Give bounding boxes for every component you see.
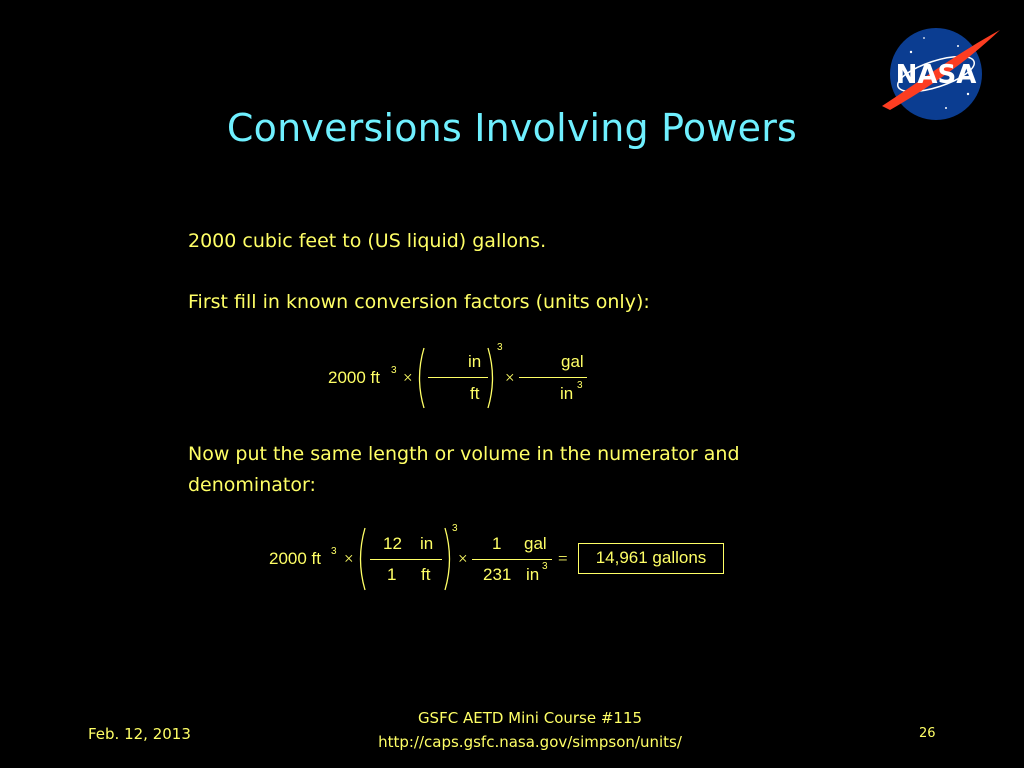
eq2-f2-num-unit: gal — [524, 534, 547, 553]
eq2-f1-num-value: 12 — [383, 534, 402, 553]
step2-line-2: denominator: — [188, 474, 316, 496]
eq1-f1-num: in — [468, 352, 482, 371]
footer-date: Feb. 12, 2013 — [88, 725, 191, 743]
eq1-f2-den: in — [560, 384, 574, 403]
eq2-lhs-exp: 3 — [331, 546, 337, 557]
eq2-times-2: × — [458, 549, 468, 568]
eq1-lhs-exp: 3 — [391, 365, 397, 376]
eq2-right-paren — [443, 526, 455, 592]
eq2-f2-num-value: 1 — [492, 534, 502, 553]
eq1-lhs: 2000 ft — [328, 368, 380, 387]
footer-course: GSFC AETD Mini Course #115 — [417, 709, 643, 727]
eq1-times-2: × — [505, 368, 515, 387]
step1-text: First fill in known conversion factors (units only): — [188, 291, 650, 313]
eq2-equals: = — [558, 549, 568, 568]
footer-center — [330, 706, 730, 754]
eq1-f2-num: gal — [561, 352, 584, 371]
eq1-f2-bar — [519, 377, 587, 378]
eq2-f2-bar — [472, 559, 552, 560]
eq1-left-paren — [414, 346, 426, 410]
problem-text: 2000 cubic feet to (US liquid) gallons. — [188, 230, 547, 252]
eq2-left-paren — [355, 526, 367, 592]
eq2-f1-bar — [370, 559, 442, 560]
eq1-times-1: × — [403, 368, 413, 387]
eq2-f1-den-unit: ft — [421, 565, 431, 584]
logo-text: NASA — [895, 60, 977, 90]
eq1-f1-bar — [428, 377, 488, 378]
eq2-f1-den-value: 1 — [387, 565, 397, 584]
eq2-f2-den-unit: in — [526, 565, 540, 584]
eq2-f2-den-value: 231 — [483, 565, 512, 584]
step2-line-1: Now put the same length or volume in the numerator and — [188, 443, 740, 465]
slide-title: Conversions Involving Powers — [226, 106, 798, 150]
eq1-f1-exp: 3 — [497, 342, 503, 353]
eq1-f2-den-exp: 3 — [577, 380, 583, 391]
result-box: 14,961 gallons — [578, 543, 724, 574]
footer-url: http://caps.gsfc.nasa.gov/simpson/units/ — [378, 733, 682, 751]
eq2-times-1: × — [344, 549, 354, 568]
page-number: 26 — [919, 726, 936, 741]
eq1-f1-den: ft — [470, 384, 480, 403]
eq2-lhs: 2000 ft — [269, 549, 321, 568]
eq2-f1-exp: 3 — [452, 523, 458, 534]
eq1-right-paren — [486, 346, 498, 410]
eq2-f2-den-exp: 3 — [542, 561, 548, 572]
eq2-f1-num-unit: in — [420, 534, 434, 553]
